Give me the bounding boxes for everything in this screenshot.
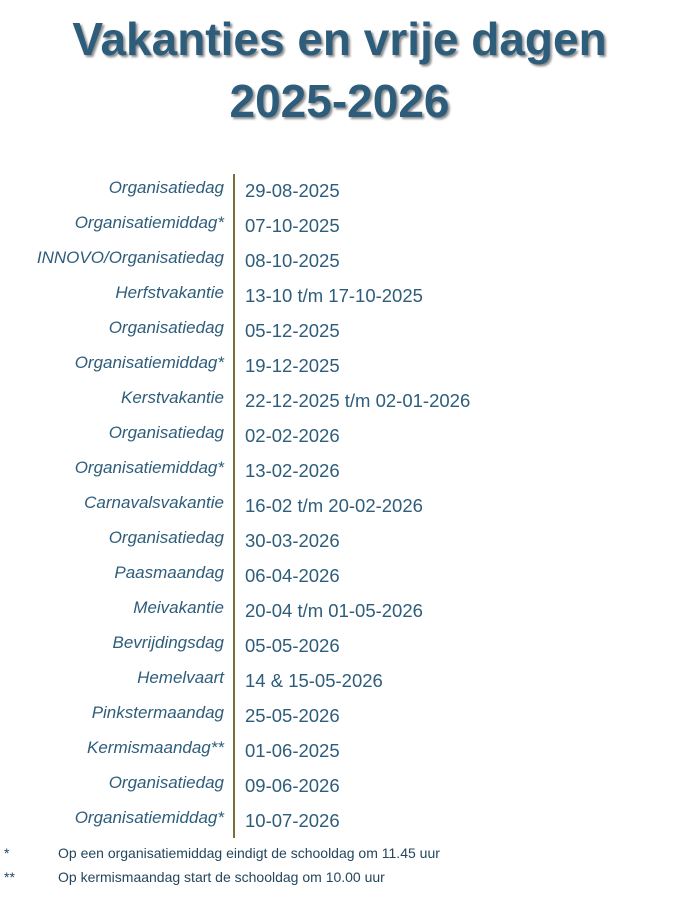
footnote-text: Op kermismaandag start de schooldag om 10.00 uur — [58, 869, 385, 885]
schedule-row — [0, 769, 679, 804]
schedule-row-date: 08-10-2025 — [245, 250, 340, 271]
schedule-row-label: Organisatiemiddag* — [74, 458, 224, 477]
schedule-row-label: Organisatiemiddag* — [74, 213, 224, 232]
schedule-row — [0, 804, 679, 839]
footnote — [0, 867, 679, 891]
schedule-row-label: Meivakantie — [133, 598, 224, 617]
schedule-row — [0, 454, 679, 489]
schedule-row — [0, 559, 679, 594]
schedule-row-date: 09-06-2026 — [245, 775, 340, 796]
schedule-row-date: 05-05-2026 — [245, 635, 340, 656]
schedule-row-date: 13-10 t/m 17-10-2025 — [245, 285, 423, 306]
schedule-row — [0, 349, 679, 384]
title-line-2: 2025-2026 — [229, 75, 450, 127]
schedule-row-date: 14 & 15-05-2026 — [245, 670, 383, 691]
footnote-mark: ** — [4, 869, 15, 885]
schedule-row-date: 30-03-2026 — [245, 530, 340, 551]
schedule-row — [0, 664, 679, 699]
schedule-row-date: 13-02-2026 — [245, 460, 340, 481]
schedule-row-date: 06-04-2026 — [245, 565, 340, 586]
footnote-text: Op een organisatiemiddag eindigt de schooldag om 11.45 uur — [58, 845, 440, 861]
footnote-mark: * — [4, 845, 10, 861]
schedule-row-date: 02-02-2026 — [245, 425, 340, 446]
schedule-row — [0, 244, 679, 279]
schedule-row — [0, 594, 679, 629]
footnotes — [0, 843, 679, 891]
schedule-row-date: 07-10-2025 — [245, 215, 340, 236]
schedule-row-label: Organisatiedag — [108, 528, 224, 547]
schedule-list — [0, 174, 679, 839]
schedule-row-label: Pinkstermaandag — [91, 703, 224, 722]
schedule-row — [0, 489, 679, 524]
schedule-row — [0, 174, 679, 209]
schedule-row — [0, 209, 679, 244]
schedule-row — [0, 524, 679, 559]
schedule-row — [0, 734, 679, 769]
schedule-row-label: Carnavalsvakantie — [84, 493, 224, 512]
schedule-row-date: 01-06-2025 — [245, 740, 340, 761]
schedule-row-date: 05-12-2025 — [245, 320, 340, 341]
schedule-row-label: Kerstvakantie — [121, 388, 224, 407]
schedule-row-date: 20-04 t/m 01-05-2026 — [245, 600, 423, 621]
schedule-row-label: Hemelvaart — [137, 668, 224, 687]
schedule-row-label: Bevrijdingsdag — [112, 633, 224, 652]
schedule-row-label: Organisatiemiddag* — [74, 808, 224, 827]
schedule-row-date: 25-05-2026 — [245, 705, 340, 726]
schedule-row-date: 10-07-2026 — [245, 810, 340, 831]
schedule-row-date: 16-02 t/m 20-02-2026 — [245, 495, 423, 516]
schedule-row — [0, 419, 679, 454]
schedule-row-label: Paasmaandag — [114, 563, 224, 582]
footnote — [0, 843, 679, 867]
schedule-row-date: 19-12-2025 — [245, 355, 340, 376]
schedule-row-label: Organisatiedag — [108, 318, 224, 337]
schedule-row-date: 29-08-2025 — [245, 180, 340, 201]
schedule-row — [0, 629, 679, 664]
schedule-row-label: Herfstvakantie — [115, 283, 224, 302]
schedule-row-label: Organisatiedag — [108, 773, 224, 792]
schedule-row-label: Organisatiedag — [108, 423, 224, 442]
schedule-row-label: Kermismaandag** — [86, 738, 224, 757]
schedule-row — [0, 699, 679, 734]
schedule-row — [0, 279, 679, 314]
schedule-row-label: INNOVO/Organisatiedag — [36, 248, 224, 267]
schedule-row-label: Organisatiemiddag* — [74, 353, 224, 372]
schedule-row-date: 22-12-2025 t/m 02-01-2026 — [245, 390, 471, 411]
page-title — [0, 8, 679, 132]
schedule-row-label: Organisatiedag — [108, 178, 224, 197]
schedule-row — [0, 384, 679, 419]
title-line-1: Vakanties en vrije dagen — [72, 13, 607, 65]
schedule-row — [0, 314, 679, 349]
